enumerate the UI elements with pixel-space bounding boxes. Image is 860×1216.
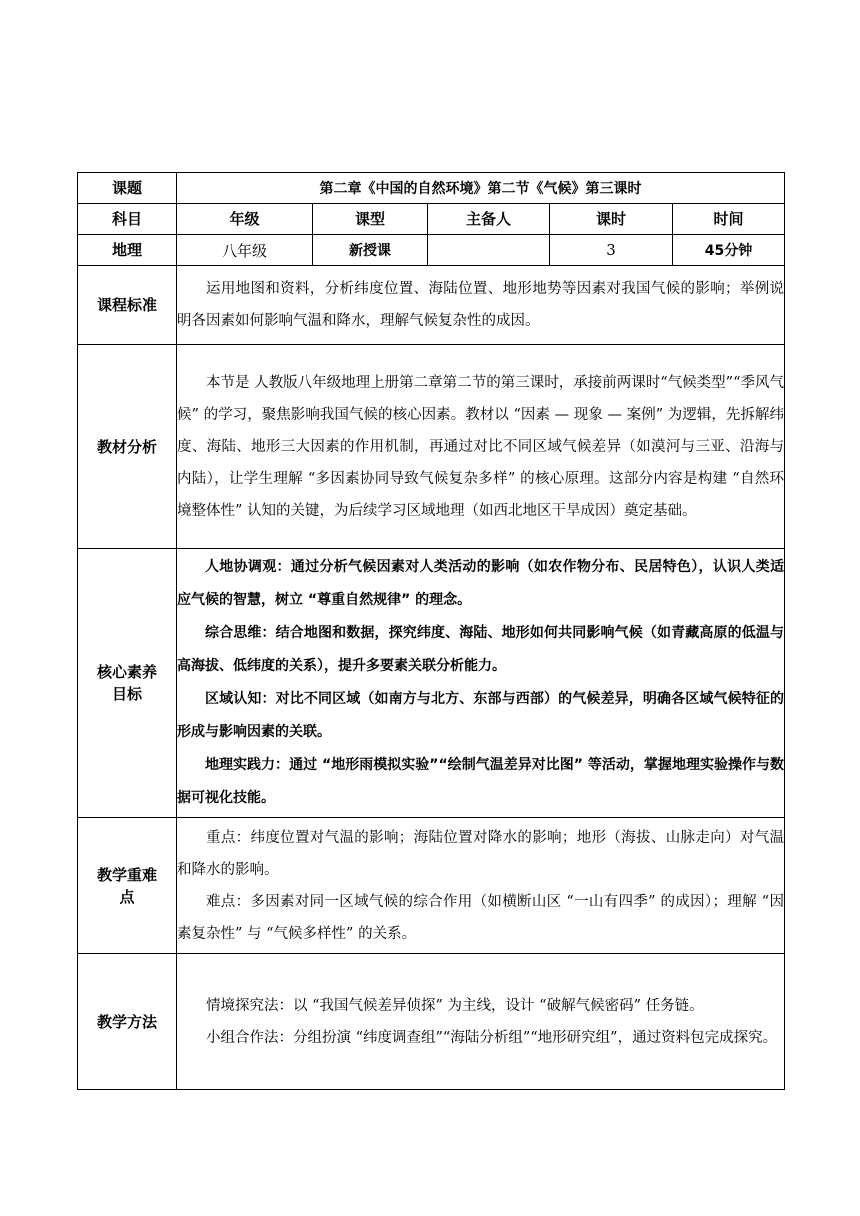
section-paragraph: 本节是 人教版八年级地理上册第二章第二节的第三课时，承接前两课时“气候类型”“季风气候” 的学习，聚焦影响我国气候的核心因素。教材以 “因素 — 现象 — 案例” 为逻辑，先拆解纬度、海陆、地形三大因素的作用机制，再通过对比不同区域气候差异（如漠河与三亚、沿海与内陆），让学生理解 “多因素协同导致气候复杂多样” 的核心原理。这部分内容是构建 “自然环境整体性” 认知的关键，为后续学习区域地理（如西北地区干旱成因）奠定基础。 xyxy=(177,374,785,519)
section-content xyxy=(177,345,785,549)
section-label: 教材分析 xyxy=(78,345,177,549)
section-label: 教学重难点 xyxy=(78,818,177,954)
section-paragraph: 地理实践力：通过 “地形雨模拟实验”“绘制气温差异对比图” 等活动，掌握地理实验操作与数据可视化技能。 xyxy=(177,757,785,806)
value-row xyxy=(78,235,785,266)
section-paragraph: 人地协调观：通过分析气候因素对人类活动的影响（如农作物分布、民居特色），认识人类适应气候的智慧，树立 “尊重自然规律” 的理念。 xyxy=(177,559,785,608)
section-content xyxy=(177,549,785,818)
value-periods: 3 xyxy=(550,235,673,266)
section-paragraph: 难点：多因素对同一区域气候的综合作用（如横断山区 “一山有四季” 的成因）；理解 “因素复杂性” 与 “气候多样性” 的关系。 xyxy=(177,893,785,942)
header-row xyxy=(78,204,785,235)
value-grade: 八年级 xyxy=(177,235,313,266)
header-lesson-type: 课型 xyxy=(313,204,428,235)
header-duration: 时间 xyxy=(673,204,785,235)
section-row-key-points xyxy=(78,818,785,954)
section-paragraph: 综合思维：结合地图和数据，探究纬度、海陆、地形如何共同影响气候（如青藏高原的低温与高海拔、低纬度的关系），提升多要素关联分析能力。 xyxy=(177,625,785,674)
section-label: 课程标准 xyxy=(78,266,177,345)
section-paragraph: 小组合作法：分组扮演 “纬度调查组”“海陆分析组”“地形研究组”，通过资料包完成探究。 xyxy=(206,1029,778,1046)
section-content xyxy=(177,266,785,345)
value-subject: 地理 xyxy=(78,235,177,266)
value-preparer xyxy=(428,235,550,266)
section-label: 教学方法 xyxy=(78,954,177,1090)
header-grade: 年级 xyxy=(177,204,313,235)
section-content xyxy=(177,954,785,1090)
header-periods: 课时 xyxy=(550,204,673,235)
section-row-methods xyxy=(78,954,785,1090)
value-lesson-type: 新授课 xyxy=(313,235,428,266)
section-row-textbook xyxy=(78,345,785,549)
section-content xyxy=(177,818,785,954)
topic-row xyxy=(78,173,785,204)
topic-label: 课题 xyxy=(78,173,177,204)
section-label: 核心素养目标 xyxy=(78,549,177,818)
section-row-curriculum xyxy=(78,266,785,345)
section-paragraph: 情境探究法：以 “我国气候差异侦探” 为主线，设计 “破解气候密码” 任务链。 xyxy=(206,997,704,1014)
header-subject: 科目 xyxy=(78,204,177,235)
lesson-plan-table xyxy=(77,172,785,1090)
topic-value: 第二章《中国的自然环境》第二节《气候》第三课时 xyxy=(177,173,785,204)
section-row-core-literacy xyxy=(78,549,785,818)
section-paragraph: 区域认知：对比不同区域（如南方与北方、东部与西部）的气候差异，明确各区域气候特征的形成与影响因素的关联。 xyxy=(177,691,785,740)
header-preparer: 主备人 xyxy=(428,204,550,235)
section-paragraph: 重点：纬度位置对气温的影响；海陆位置对降水的影响；地形（海拔、山脉走向）对气温和降水的影响。 xyxy=(177,829,785,878)
section-paragraph: 运用地图和资料，分析纬度位置、海陆位置、地形地势等因素对我国气候的影响；举例说明各因素如何影响气温和降水，理解气候复杂性的成因。 xyxy=(177,281,785,329)
value-duration: 45分钟 xyxy=(673,235,785,266)
